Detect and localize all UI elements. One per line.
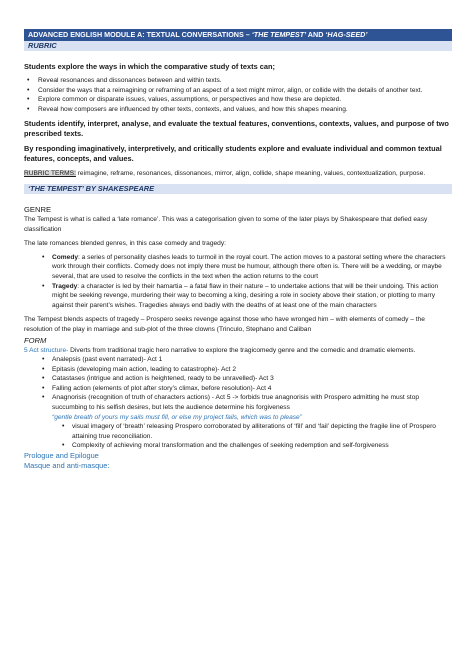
- tempest-quote: “gentle breath of yours my sails must fill, or else my project fails, which was to please”: [52, 413, 302, 421]
- acts-label: 5 Act structure-: [24, 346, 69, 354]
- list-item: [24, 253, 452, 282]
- document-content: [24, 29, 452, 471]
- rubric-paragraph-1: Students identify, interpret, analyse, and evaluate the textual features, conventions, contexts, values, and purpose of two prescribed texts.: [24, 119, 449, 139]
- list-item: [24, 393, 452, 422]
- form-heading: FORM: [24, 335, 47, 345]
- list-item: • Falling action (elements of plot after story’s climax, before resolution)- Act 4: [24, 384, 452, 394]
- list-item: • Reveal resonances and dissonances between and within texts.: [24, 76, 452, 86]
- act-5-text: Anagnorisis (recognition of truth of characters actions) - Act 5 -> forbids true anagnorisis with Prospero admitting he must stop succumbing to his selfish desires, but lets the audience determine his forgiveness: [52, 394, 420, 412]
- module-title-bar: [24, 29, 452, 41]
- rubric-heading: RUBRIC: [24, 41, 452, 51]
- genre-bullet-list: [24, 253, 452, 311]
- acts-paragraph: [24, 346, 452, 356]
- title-mid: AND: [306, 30, 326, 39]
- rubric-terms-label: RUBRIC TERMS:: [24, 170, 76, 178]
- list-item: • Consider the ways that a reimagining or reframing of an aspect of a text might mirror, align, or collide with the details of another text.: [24, 86, 452, 96]
- tempest-section-heading: ‘THE TEMPEST’ BY SHAKESPEARE: [24, 184, 452, 194]
- acts-text: Diverts from traditional tragic hero narrative to explore the tragicomedy genre and the comedic and dramatic elements.: [68, 346, 416, 354]
- list-item: • Analepsis (past event narrated)- Act 1: [24, 355, 452, 365]
- genre-paragraph-2: The late romances blended genres, in this case comedy and tragedy:: [24, 240, 226, 248]
- list-item: • Explore common or disparate issues, values, assumptions, or perspectives and how these are depicted.: [24, 95, 452, 105]
- genre-paragraph-1: The Tempest is what is called a ‘late romance’. This was a categorisation given to some of the later plays by Shakespeare that defied easy classification: [24, 215, 428, 233]
- tragedy-text: : a character is led by their hamartia – a fatal flaw in their nature – to undertake actions that will be their undoing. This action might be seeking revenge, murdering their way to becoming a king, desiring a role in society above their station, or plotting to marry against their parent’s wishes. Tragedies always end badly with the deaths of at least one of the main characters: [52, 282, 439, 309]
- rubric-intro: Students explore the ways in which the comparative study of texts can;: [24, 62, 275, 71]
- title-prefix: ADVANCED ENGLISH MODULE A: TEXTUAL CONVERSATIONS –: [28, 30, 252, 39]
- comedy-label: Comedy: [52, 253, 79, 261]
- list-item: • Catastases (intrigue and action is heightened, ready to be unravelled)- Act 3: [24, 374, 452, 384]
- comedy-text: : a series of personality clashes leads to turmoil in the royal court. The action moves to a pastoral setting where the characters work through their conflicts. Comedy does not imply there must be humour, although there often is. There will be a wedding, or maybe several, that are used to resolve the conflicts in the text when the action returns to the court: [52, 253, 446, 280]
- list-item: • visual imagery of ‘breath’ releasing Prospero corroborated by alliterations of ‘fill’ and ‘fail’ depicting the fragile line of Prospero attaining true reconciliation.: [24, 422, 452, 441]
- list-item: • Epitasis (developing main action, leading to catastrophe)- Act 2: [24, 365, 452, 375]
- title-text-1: ‘THE TEMPEST’: [251, 30, 307, 39]
- rubric-terms: [24, 169, 452, 179]
- title-text-2: ‘HAG-SEED’: [325, 30, 368, 39]
- list-item: • Complexity of achieving moral transformation and the challenges of seeking redemption and self-forgiveness: [24, 441, 452, 451]
- genre-heading: GENRE: [24, 204, 52, 214]
- masque-heading: Masque and anti-masque:: [24, 461, 110, 471]
- list-item: • Reveal how composers are influenced by other texts, contexts, and values, and how this shapes meaning.: [24, 105, 452, 115]
- list-item: [24, 282, 452, 311]
- genre-paragraph-3: The Tempest blends aspects of tragedy – Prospero seeks revenge against those who have wronged him – with elements of comedy – the resolution of the play in marriage and sub-plot of the three clowns (Trinculo, Stephano and Caliban: [24, 316, 425, 333]
- rubric-bullet-list: [24, 76, 452, 114]
- acts-list: [24, 355, 452, 422]
- rubric-terms-text: reimagine, reframe, resonances, dissonances, mirror, align, collide, shape meaning, values, contextualization, purpose.: [75, 170, 426, 178]
- prologue-heading: Prologue and Epilogue: [24, 451, 99, 461]
- quote-analysis-list: [24, 422, 452, 451]
- tragedy-label: Tragedy: [52, 282, 78, 290]
- rubric-paragraph-2: By responding imaginatively, interpretively, and critically students explore and evaluate individual and common textual features, concepts, and values.: [24, 144, 442, 164]
